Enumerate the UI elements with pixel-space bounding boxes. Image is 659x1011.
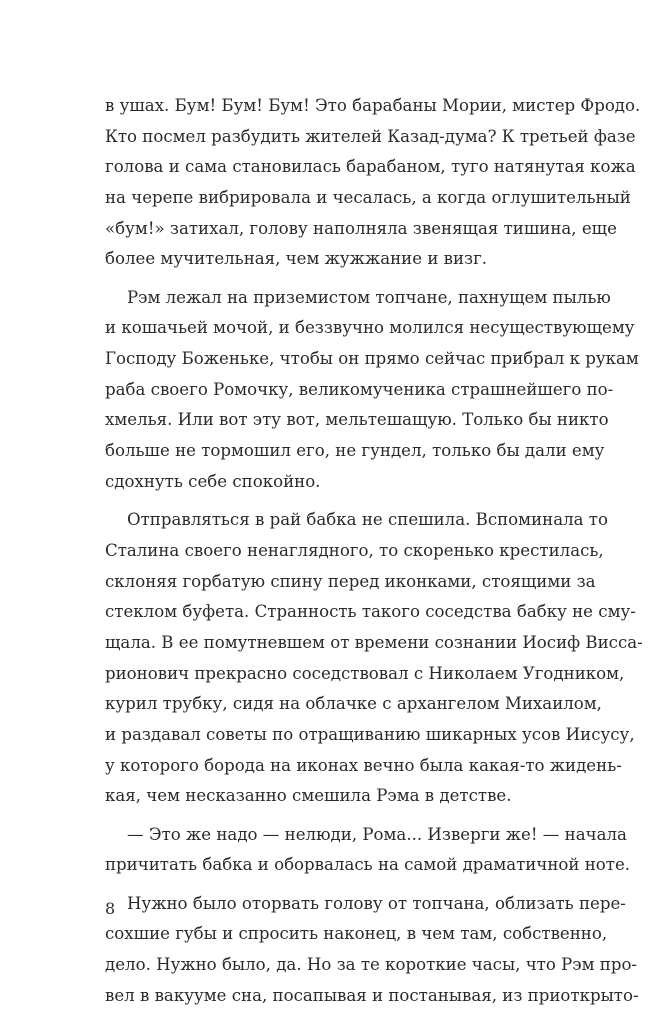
text-line: у которого борода на иконах вечно была какая-то жидень- (105, 755, 622, 775)
text-line: сдохнуть себе спокойно. (105, 471, 321, 491)
text-line: кая, чем несказанно смешила Рэма в детстве. (105, 786, 512, 806)
paragraph-gap (105, 881, 557, 889)
text-line: более мучительная, чем жужжание и визг. (105, 249, 488, 269)
paragraph-gap (105, 498, 557, 506)
text-line: и раздавал советы по отращиванию шикарных усов Иисусу, (105, 724, 635, 744)
text-line: сохшие губы и спросить наконец, в чем там, собственно, (105, 924, 608, 944)
page-number: 8 (105, 899, 116, 918)
text-line: щала. В ее помутневшем от времени сознании Иосиф Висса- (105, 632, 643, 652)
text-line: голова и сама становилась барабаном, туго натянутая кожа (105, 157, 636, 177)
text-line: раба своего Ромочку, великомученика страшнейшего по- (105, 379, 614, 399)
text-line: вел в вакууме сна, посапывая и постанывая, из приоткрыто- (105, 985, 639, 1005)
text-line: Господу Боженьке, чтобы он прямо сейчас прибрал к рукам (105, 349, 639, 369)
text-line: дело. Нужно было, да. Но за те короткие часы, что Рэм про- (105, 954, 638, 974)
text-line: на черепе вибрировала и чесалась, а когда оглушительный (105, 188, 631, 208)
text-line: склоняя горбатую спину перед иконками, стоящими за (105, 571, 596, 591)
text-line: в ушах. Бум! Бум! Бум! Это барабаны Мории, мистер Фродо. (105, 96, 641, 115)
body-text (105, 91, 643, 1011)
text-line: Отправляться в рай бабка не спешила. Вспоминала то (127, 510, 608, 530)
text-line: Рэм лежал на приземистом топчане, пахнущем пылью (127, 287, 611, 307)
text-line: стеклом буфета. Странность такого соседства бабку не сму- (105, 602, 636, 622)
text-line: Нужно было оторвать голову от топчана, облизать пере- (127, 893, 626, 913)
text-line: — Это же надо — нелюди, Рома... Изверги же! — начала (127, 824, 627, 844)
paragraph (105, 91, 641, 275)
text-line: больше не тормошил его, не гундел, только бы дали ему (105, 441, 605, 461)
text-line: рионович прекрасно соседствовал с Николаем Угодником, (105, 663, 625, 683)
text-line: курил трубку, сидя на облачке с архангелом Михаилом, (105, 694, 602, 714)
paragraph (105, 505, 643, 812)
paragraph (105, 820, 631, 881)
text-line: и кошачьей мочой, и беззвучно молился несуществующему (105, 318, 635, 338)
text-line: Сталина своего ненаглядного, то скоренько крестилась, (105, 540, 604, 560)
paragraph-gap (105, 812, 557, 820)
paragraph-gap (105, 275, 557, 283)
text-line: причитать бабка и оборвалась на самой драматичной ноте. (105, 855, 631, 875)
text-line: «бум!» затихал, голову наполняла звенящая тишина, еще (105, 218, 617, 238)
paragraph (105, 889, 639, 1011)
text-line: хмелья. Или вот эту вот, мельтешащую. Только бы никто (105, 410, 609, 430)
paragraph (105, 283, 639, 498)
text-line: Кто посмел разбудить жителей Казад-дума? К третьей фазе (105, 126, 636, 146)
